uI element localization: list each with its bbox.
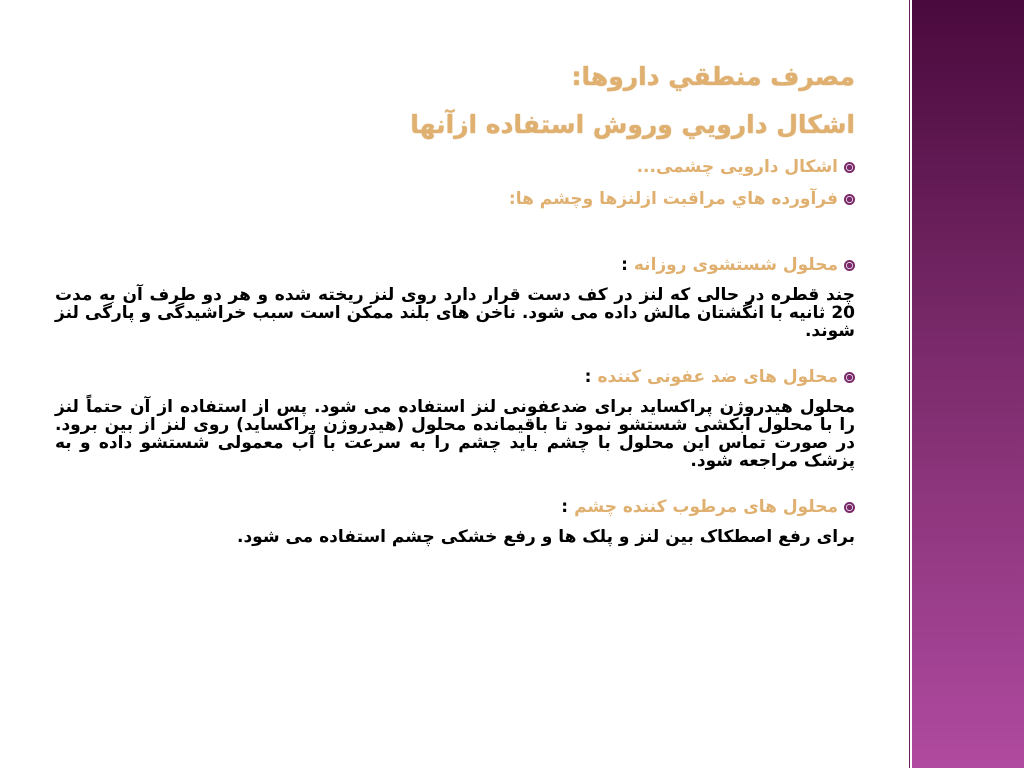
bullet-text: اشکال دارویی چشمی...	[636, 157, 838, 177]
title-line-2: اشكال دارويي وروش استفاده ازآنها	[410, 110, 855, 139]
spacer	[55, 220, 855, 254]
title-line-1: مصرف منطقي داروها:	[571, 62, 855, 91]
section-text-moisturizing: برای رفع اصطکاک بین لنز و پلک ها و رفع خشکی چشم استفاده می شود.	[237, 527, 855, 547]
slide-content	[55, 60, 855, 572]
circle-bullet-icon	[844, 162, 855, 173]
heading-colon: :	[561, 497, 569, 517]
section-heading-daily-cleaner	[55, 254, 855, 276]
decorative-side-band	[912, 0, 1024, 768]
bullet-lens-care-products	[55, 188, 855, 210]
section-heading-disinfecting	[55, 366, 855, 388]
heading-colon: :	[584, 367, 592, 387]
bullet-eye-dosage-forms	[55, 156, 855, 178]
section-heading-text: محلول های ضد عفونی کننده	[597, 367, 838, 387]
section-heading-text: محلول شستشوی روزانه	[633, 255, 838, 275]
circle-bullet-icon	[844, 502, 855, 513]
section-text-disinfecting: محلول هیدروژن پراکساید برای ضدعفونی لنز استفاده می شود. پس از استفاده از آن حتماً لنز را با محلول آبکشی شستشو نمود تا باقیمانده محلول (هیدروژن پراکساید) روی لنز از بین برود. در صورت تماس این محلول با چشم باید چشم را به سرعت با آب معمولی شستشو داده و به پزشک مراجعه شود.	[55, 397, 855, 471]
slide-title	[55, 60, 855, 142]
circle-bullet-icon	[844, 372, 855, 383]
circle-bullet-icon	[844, 194, 855, 205]
bullet-text: فرآورده هاي مراقبت ازلنزها وچشم ها:	[508, 189, 838, 209]
heading-colon: :	[621, 255, 628, 275]
circle-bullet-icon	[844, 260, 855, 271]
section-text-daily-cleaner: چند قطره در حالی که لنز در کف دست قرار دارد روی لنز ریخته شده و هر دو طرف آن به مدت 20 ثانیه با انگشتان مالش داده می شود. ناخن های بلند ممکن است سبب خراشیدگی و پارگی لنز شوند.	[55, 285, 855, 341]
section-heading-text: محلول های مرطوب کننده چشم	[574, 497, 838, 517]
section-heading-moisturizing	[55, 496, 855, 518]
